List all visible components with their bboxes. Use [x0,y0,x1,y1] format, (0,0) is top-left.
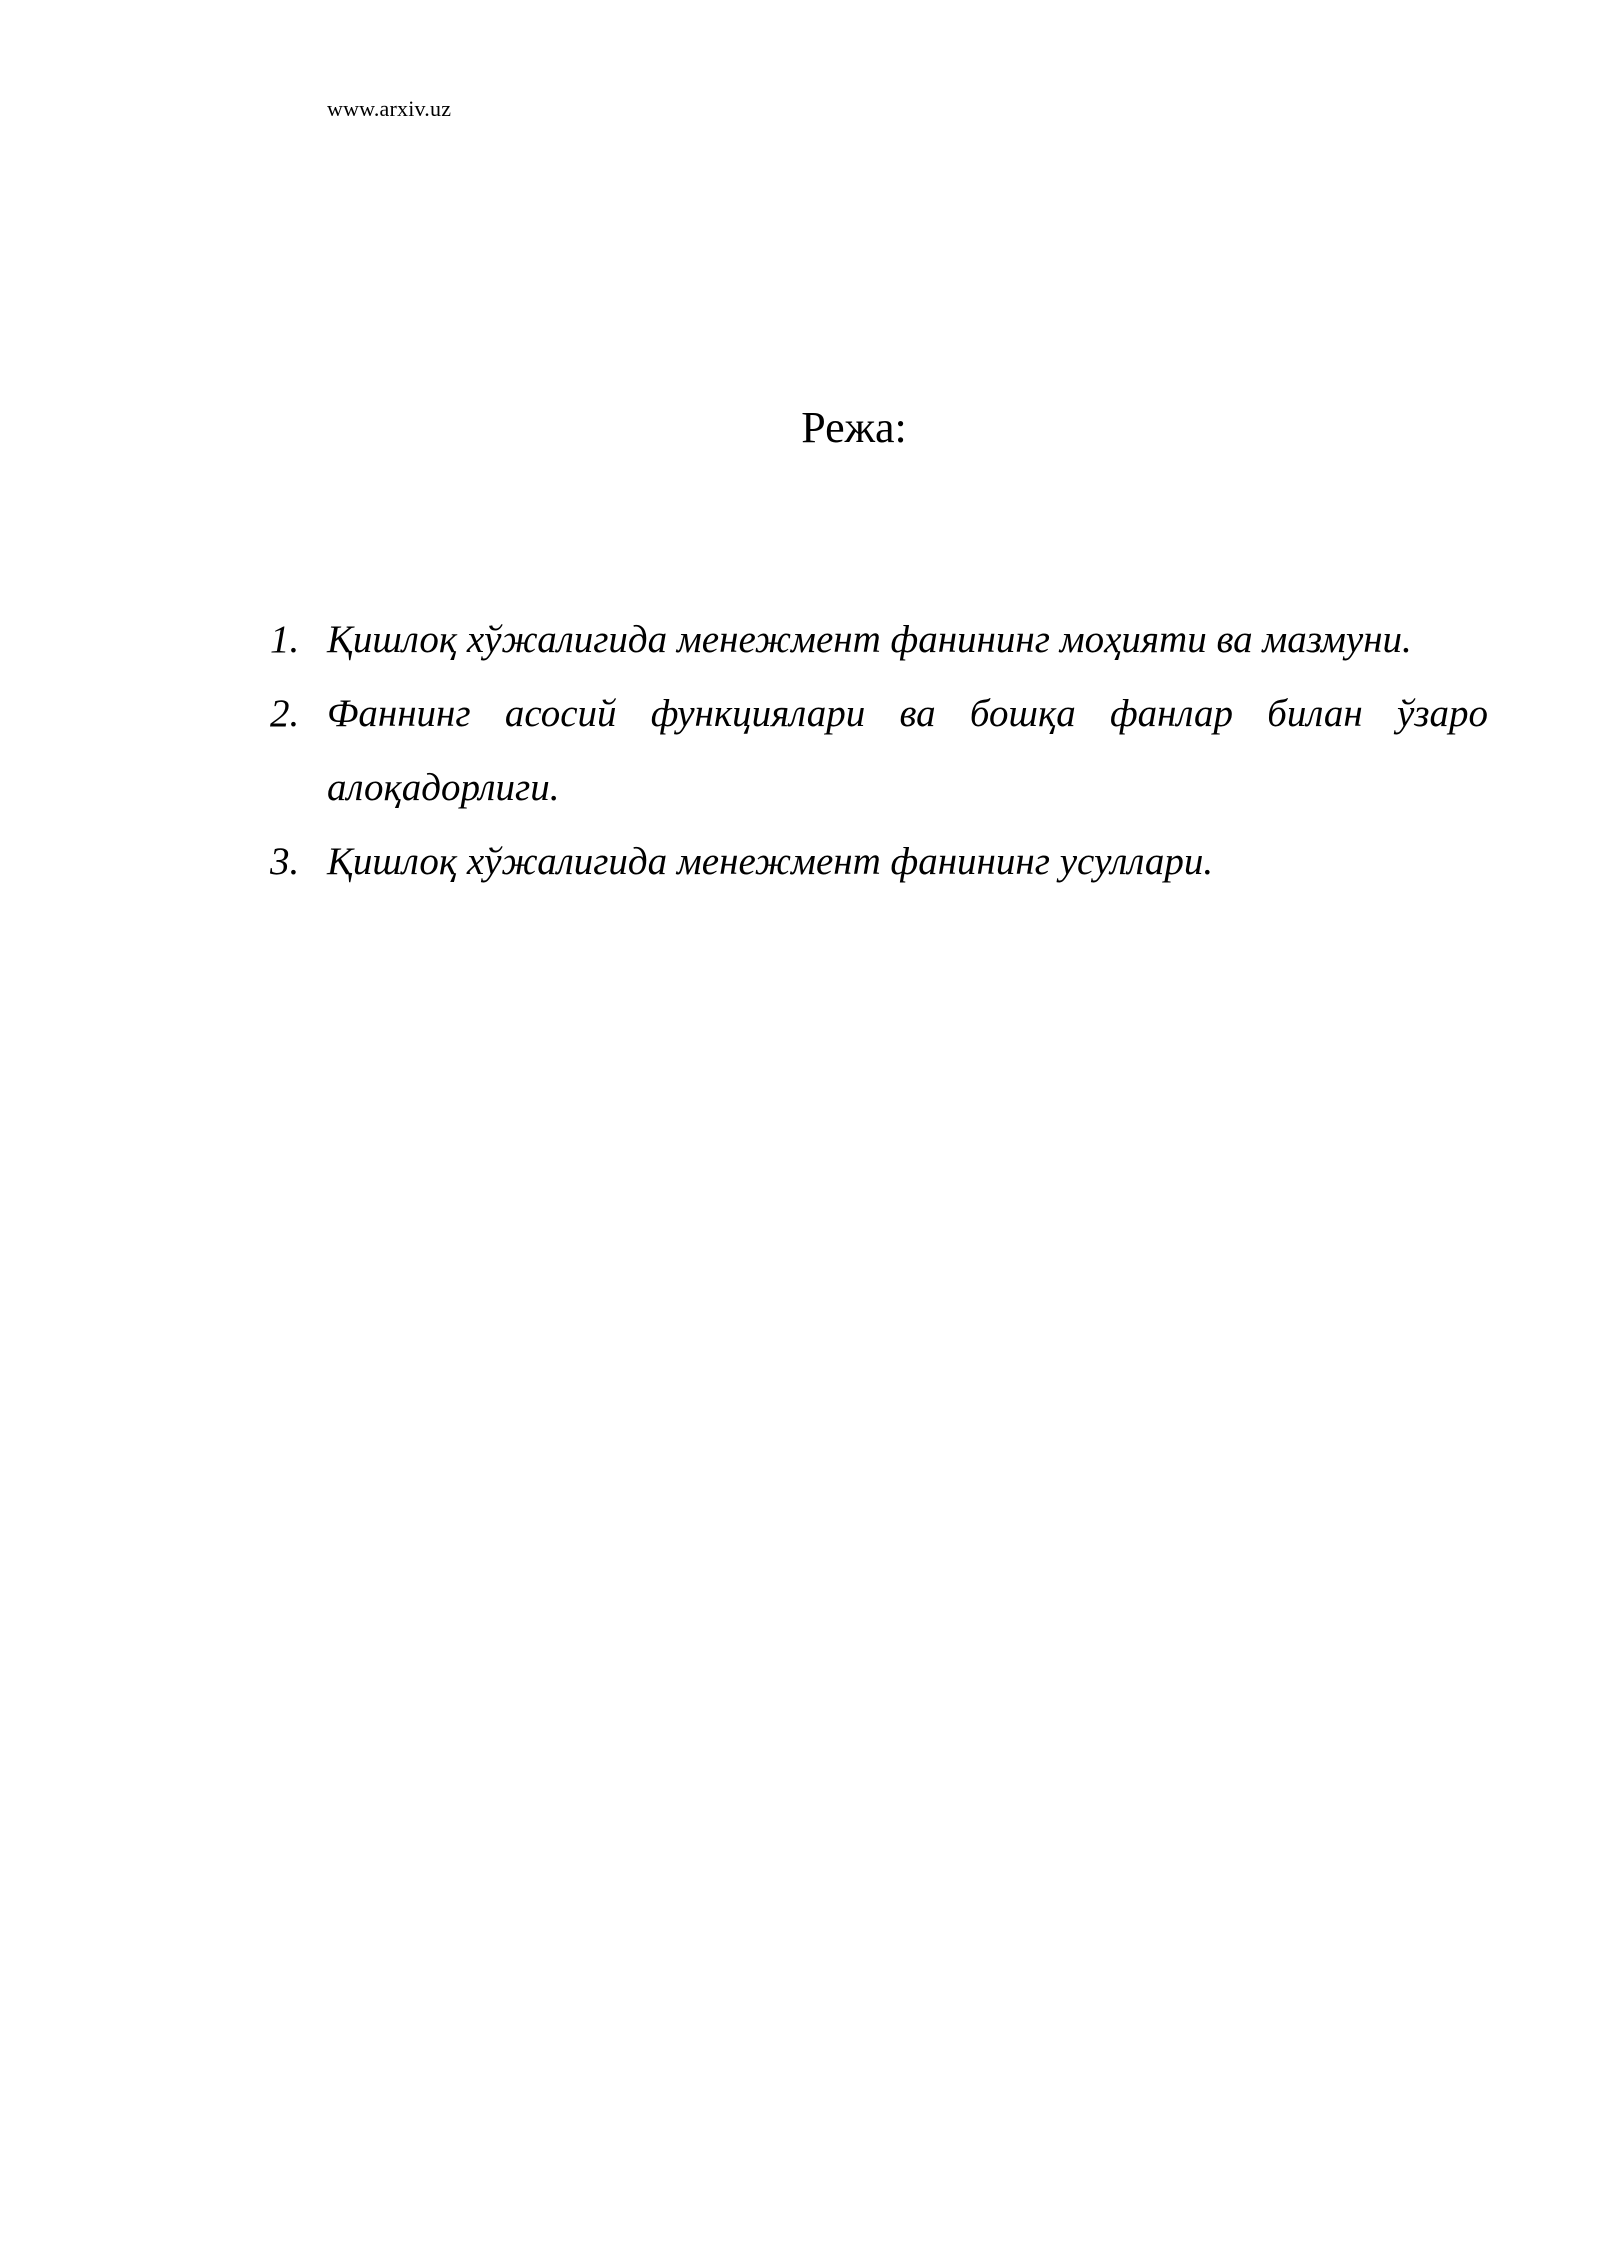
page-title: Режа: [801,403,907,452]
header-url: www.arxiv.uz [327,96,452,121]
list-item [270,603,1488,677]
list-item [270,677,1488,825]
list-item-number: 1. [270,618,300,661]
list-item-text: Қишлоқ хўжалигида менежмент фанининг моҳияти ва мазмуни. [327,618,1412,661]
list-item-number: 2. [270,692,300,735]
list-item [270,825,1488,899]
list-item-text: Фаннинг асосий функциялари ва бошқа фанлар билан ўзаро алоқадорлиги. [327,692,1488,809]
plan-list [270,603,1488,899]
list-item-text: Қишлоқ хўжалигида менежмент фанининг усуллари. [327,840,1214,883]
list-item-number: 3. [270,840,300,883]
